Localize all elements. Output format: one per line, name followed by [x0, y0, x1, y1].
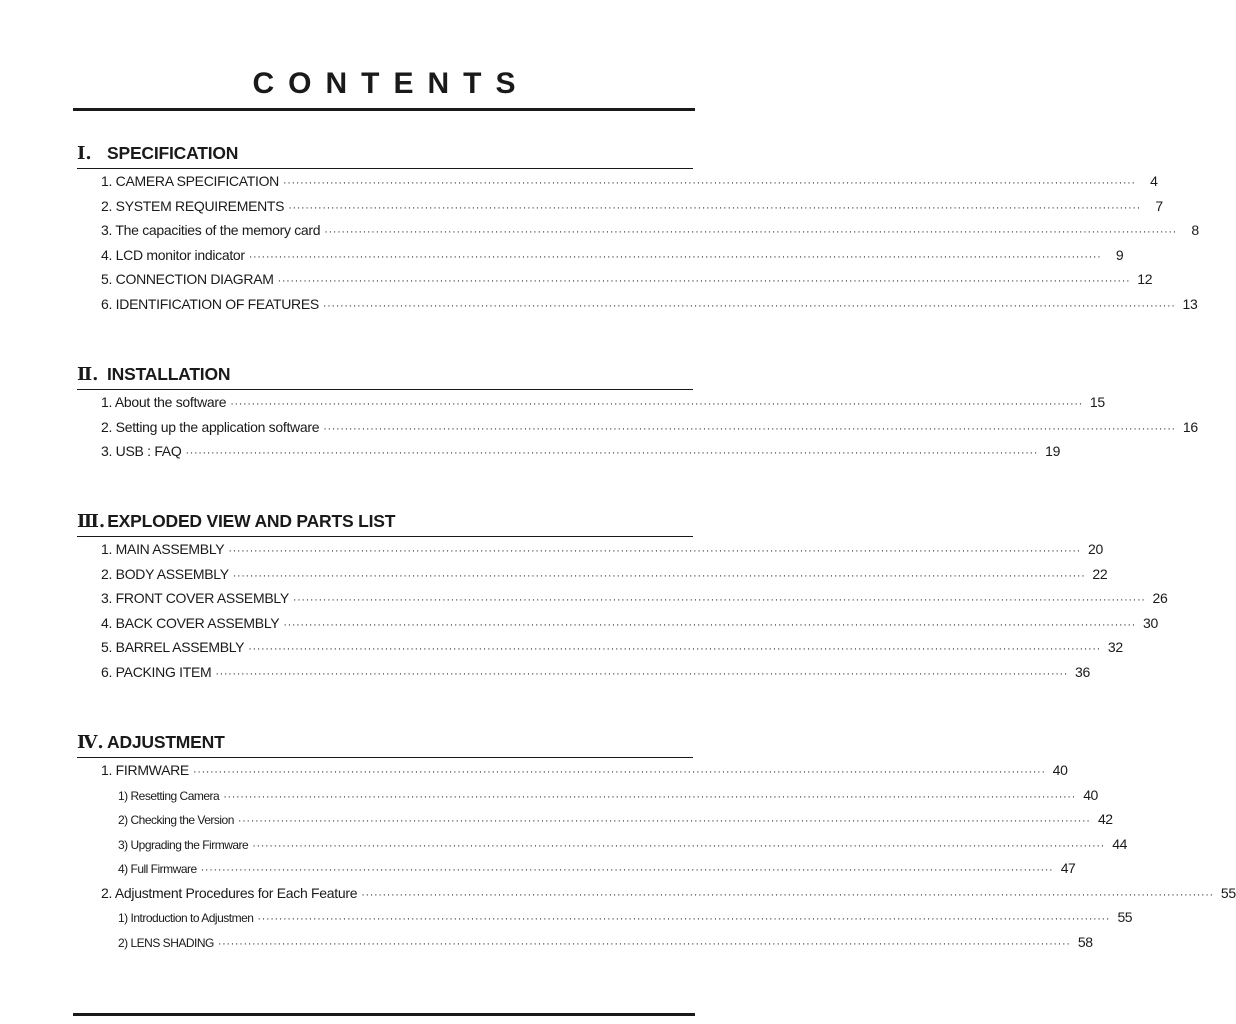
section-specification [77, 143, 1199, 316]
toc-entry-page-number: 20 [1087, 541, 1103, 557]
dot-leader: ········································································································································································································ [252, 839, 1105, 852]
toc-entry[interactable] [77, 537, 1103, 562]
dot-leader: ········································································································································································································ [323, 422, 1176, 435]
toc-entry-label: 2) LENS SHADING [118, 935, 214, 950]
dot-leader: ········································································································································································································ [217, 937, 1071, 950]
toc-entry-label: 5. BARREL ASSEMBLY [101, 639, 245, 655]
toc-entry-label: 2. BODY ASSEMBLY [101, 565, 229, 582]
toc-entry-label: 1) Resetting Camera [118, 788, 220, 803]
toc-entry-page-number: 55 [1117, 909, 1133, 925]
toc-entry[interactable] [77, 881, 1236, 906]
dot-leader: ········································································································································································································ [277, 275, 1131, 287]
section-header [77, 143, 693, 169]
section-header [77, 364, 693, 390]
toc-entry-page-number: 32 [1107, 639, 1123, 655]
dot-leader: ········································································································································································································ [361, 888, 1214, 901]
toc-entry-page-number: 42 [1097, 811, 1113, 827]
toc-entry[interactable] [77, 930, 1093, 955]
toc-list [77, 537, 1168, 684]
dot-leader: ········································································································································································································ [192, 766, 1046, 778]
section-numeral: Ⅰ. [77, 143, 92, 164]
toc-entry-label: 4) Full Firmware [118, 862, 197, 876]
toc-entry-label: 3. The capacities of the memory card [101, 222, 321, 238]
toc-entry-label: 6. IDENTIFICATION OF FEATURES [101, 295, 319, 312]
section-installation [77, 364, 1198, 464]
toc-entry-page-number: 16 [1182, 418, 1198, 435]
toc-entry[interactable] [77, 905, 1133, 930]
toc-entry[interactable] [77, 218, 1199, 243]
section-numeral: Ⅲ. [77, 511, 106, 532]
toc-entry-page-number: 58 [1077, 933, 1093, 950]
toc-entry[interactable] [77, 783, 1098, 808]
dot-leader: ········································································································································································································ [248, 250, 1102, 263]
section-title: EXPLODED VIEW AND PARTS LIST [107, 511, 396, 531]
toc-entry-label: 1. FIRMWARE [101, 762, 189, 778]
toc-list [77, 758, 1236, 954]
section-header [77, 732, 693, 758]
section-numeral: Ⅳ. [77, 732, 104, 753]
toc-entry[interactable] [77, 267, 1153, 292]
dot-leader: ········································································································································································································ [228, 545, 1081, 557]
section-title: ADJUSTMENT [107, 732, 225, 752]
section-adjustment [77, 732, 1236, 954]
toc-entry-label: 3) Upgrading the Firmware [118, 837, 249, 852]
section-exploded-view [77, 511, 1168, 684]
toc-entry-page-number: 13 [1182, 295, 1198, 312]
toc-entry-page-number: 40 [1083, 786, 1098, 803]
toc-entry[interactable] [77, 832, 1127, 857]
toc-entry[interactable] [77, 390, 1105, 415]
toc-entry[interactable] [77, 562, 1108, 587]
toc-entry-label: 4. BACK COVER ASSEMBLY [101, 614, 280, 631]
section-numeral: Ⅱ. [77, 364, 99, 385]
toc-entry[interactable] [77, 194, 1163, 219]
toc-entry[interactable] [77, 660, 1090, 685]
section-header [77, 511, 693, 537]
toc-entry-label: 6. PACKING ITEM [101, 663, 212, 680]
dot-leader: ········································································································································································································ [232, 569, 1086, 582]
bottom-rule [73, 1013, 695, 1016]
toc-entry-label: 2. SYSTEM REQUIREMENTS [101, 197, 285, 214]
toc-entry-label: 5. CONNECTION DIAGRAM [101, 271, 274, 287]
dot-leader: ········································································································································································································ [237, 815, 1091, 827]
toc-entry-page-number: 9 [1115, 246, 1124, 263]
toc-entry-page-number: 47 [1060, 860, 1076, 876]
toc-entry-label: 4. LCD monitor indicator [101, 246, 245, 263]
dot-leader: ········································································································································································································ [288, 201, 1141, 214]
toc-entry-page-number: 26 [1152, 590, 1168, 606]
toc-entry[interactable] [77, 439, 1061, 464]
dot-leader: ········································································································································································································ [324, 226, 1177, 238]
toc-entry-page-number: 44 [1112, 835, 1127, 852]
title-rule [73, 108, 695, 111]
dot-leader: ········································································································································································································ [322, 299, 1176, 312]
toc-entry[interactable] [77, 635, 1123, 660]
toc-entry-label: 2. Adjustment Procedures for Each Feature [101, 884, 358, 901]
dot-leader: ········································································································································································································ [200, 864, 1054, 876]
dot-leader: ········································································································································································································ [223, 790, 1076, 803]
toc-entry-label: 1. About the software [101, 394, 227, 410]
toc-entry-label: 2. Setting up the application software [101, 418, 320, 435]
toc-entry-page-number: 55 [1220, 884, 1236, 901]
toc-entry[interactable] [77, 586, 1168, 611]
toc-entry-page-number: 30 [1142, 614, 1158, 631]
toc-entry-label: 2) Checking the Version [118, 813, 234, 827]
toc-entry-page-number: 8 [1191, 222, 1199, 238]
toc-entry[interactable] [77, 856, 1076, 881]
toc-entry[interactable] [77, 415, 1198, 440]
toc-entry[interactable] [77, 758, 1068, 783]
toc-entry-label: 1. CAMERA SPECIFICATION [101, 173, 279, 189]
section-title: SPECIFICATION [107, 143, 239, 163]
dot-leader: ········································································································································································································ [292, 594, 1146, 606]
toc-entry-label: 3. FRONT COVER ASSEMBLY [101, 590, 289, 606]
toc-entry-page-number: 40 [1052, 762, 1068, 778]
dot-leader: ········································································································································································································ [185, 447, 1039, 459]
dot-leader: ········································································································································································································ [215, 667, 1068, 680]
toc-entry-page-number: 4 [1150, 173, 1158, 189]
toc-entry[interactable] [77, 807, 1113, 832]
toc-entry-label: 1. MAIN ASSEMBLY [101, 541, 225, 557]
toc-entry-label: 3. USB : FAQ [101, 443, 182, 459]
toc-entry-label: 1) Introduction to Adjustmen [118, 911, 254, 925]
toc-entry-page-number: 19 [1045, 443, 1061, 459]
toc-list [77, 169, 1199, 316]
section-title: INSTALLATION [107, 364, 231, 384]
toc-entry-page-number: 12 [1137, 271, 1153, 287]
dot-leader: ········································································································································································································ [230, 398, 1083, 410]
toc-entry[interactable] [77, 169, 1158, 194]
toc-entry[interactable] [77, 292, 1198, 317]
toc-entry-page-number: 22 [1092, 565, 1108, 582]
toc-entry-page-number: 7 [1155, 197, 1163, 214]
page-title: CONTENTS [252, 67, 530, 100]
toc-entry[interactable] [77, 243, 1124, 268]
dot-leader: ········································································································································································································ [248, 643, 1101, 655]
dot-leader: ········································································································································································································ [283, 618, 1136, 631]
toc-entry-page-number: 36 [1075, 663, 1090, 680]
toc-list [77, 390, 1198, 464]
dot-leader: ········································································································································································································ [283, 177, 1136, 189]
toc-entry-page-number: 15 [1089, 394, 1105, 410]
dot-leader: ········································································································································································································ [257, 913, 1111, 925]
toc-entry[interactable] [77, 611, 1158, 636]
